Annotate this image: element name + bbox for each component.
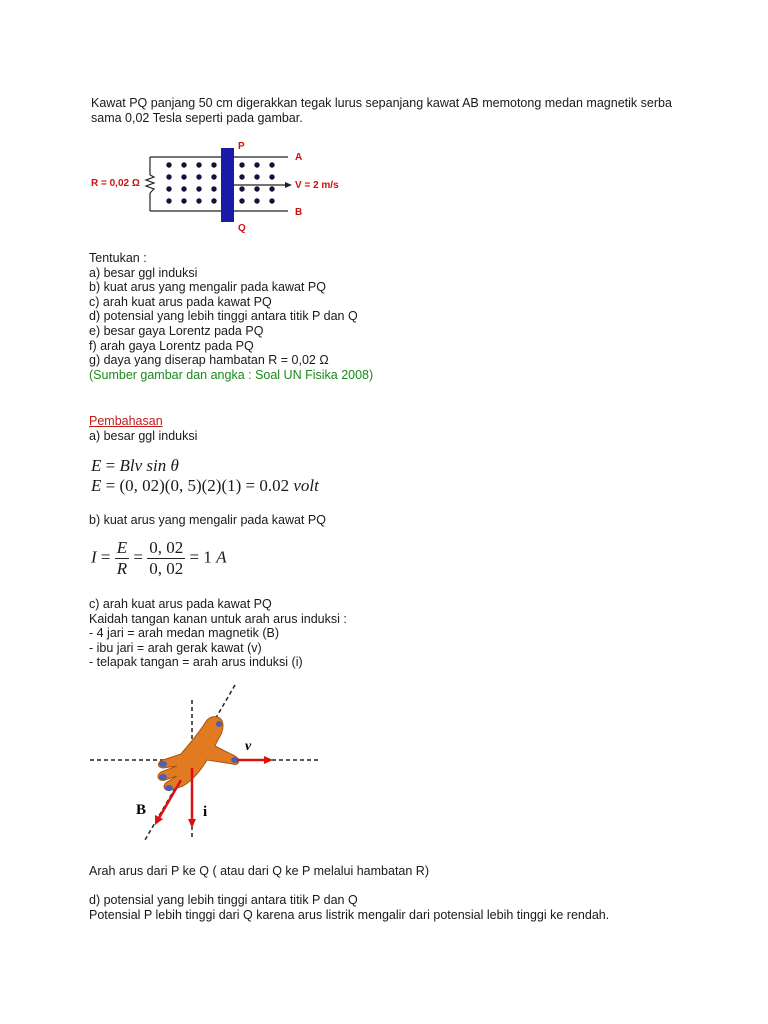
- task-item: d) potensial yang lebih tinggi antara titik P dan Q: [89, 309, 358, 324]
- hand-icon: [158, 717, 239, 791]
- eq-rhs: Blv sin θ: [119, 456, 179, 475]
- eq-unit: volt: [293, 476, 319, 495]
- task-item: a) besar ggl induksi: [89, 265, 198, 280]
- eq-rhs: (0, 02)(0, 5)(2)(1) = 0.02: [119, 476, 290, 495]
- task-item: c) arah kuat arus pada kawat PQ: [89, 294, 272, 309]
- rule-line: - 4 jari = arah medan magnetik (B): [89, 626, 280, 641]
- label-V: V = 2 m/s: [295, 180, 339, 191]
- eq-lhs: I: [91, 547, 97, 567]
- eq-lhs: E: [91, 456, 102, 475]
- tasks-list: [89, 251, 373, 382]
- tasks-heading: Tentukan :: [89, 251, 147, 265]
- rod-PQ: [221, 148, 234, 222]
- label-B: B: [136, 802, 147, 818]
- equation-current: I = $\frac{E}{R}$ = $\frac{0, 02}{0, 02}$ = 1 A: [91, 538, 227, 578]
- label-Q: Q: [238, 223, 246, 234]
- fraction-values: $\frac{0, 02}{0, 02}$: [149, 538, 184, 578]
- part-b-label: b) kuat arus yang mengalir pada kawat PQ: [89, 513, 326, 527]
- part-d-section: [89, 893, 609, 922]
- part-c-conclusion: Arah arus dari P ke Q ( atau dari Q ke P melalui hambatan R): [89, 864, 429, 878]
- part-d-label: d) potensial yang lebih tinggi antara titik P dan Q: [89, 893, 358, 907]
- task-item: g) daya yang diserap hambatan R = 0,02 Ω: [89, 353, 329, 368]
- rule-line: - telapak tangan = arah arus induksi (i): [89, 655, 303, 670]
- part-c-label: c) arah kuat arus pada kawat PQ: [89, 597, 272, 611]
- intro-line-2: sama 0,02 Tesla seperti pada gambar.: [91, 110, 303, 125]
- right-hand-rule-diagram: [85, 680, 330, 850]
- part-d-text: Potensial P lebih tinggi dari Q karena arus listrik mengalir dari potensial lebih tinggi ke rendah.: [89, 907, 610, 922]
- magnetic-field-dots: [166, 162, 274, 203]
- eq-lhs: E: [91, 476, 102, 495]
- label-v: v: [245, 739, 252, 754]
- intro-line-1: Kawat PQ panjang 50 cm digerakkan tegak lurus sepanjang kawat AB memotong medan magnetik serba: [91, 96, 672, 110]
- equation-emf-formula: E = Blv sin θ: [91, 456, 179, 475]
- label-P: P: [238, 141, 245, 152]
- rule-line: Kaidah tangan kanan untuk arah arus induksi :: [89, 611, 347, 626]
- label-B: B: [295, 207, 303, 218]
- resistor-icon: [146, 175, 154, 193]
- source-note: (Sumber gambar dan angka : Soal UN Fisika 2008): [89, 367, 374, 382]
- part-c-section: [89, 597, 347, 670]
- eq-result: = 1: [189, 547, 212, 567]
- solution-header: [89, 414, 197, 443]
- eq-unit: A: [216, 547, 227, 567]
- rule-line: - ibu jari = arah gerak kawat (v): [89, 640, 262, 655]
- label-i: i: [203, 804, 208, 820]
- task-item: b) kuat arus yang mengalir pada kawat PQ: [89, 280, 326, 295]
- label-A: A: [295, 152, 303, 163]
- fraction-E-R: $\frac{E}{R}$: [116, 538, 128, 578]
- task-item: e) besar gaya Lorentz pada PQ: [89, 323, 264, 338]
- task-item: f) arah gaya Lorentz pada PQ: [89, 338, 254, 353]
- equation-emf-value: E = (0, 02)(0, 5)(2)(1) = 0.02 volt: [91, 476, 319, 495]
- label-R: R = 0,02 Ω: [91, 178, 140, 189]
- part-a-label: a) besar ggl induksi: [89, 428, 198, 443]
- intro-paragraph: [91, 96, 672, 125]
- solution-title: Pembahasan: [89, 414, 163, 428]
- circuit-diagram: [80, 135, 380, 235]
